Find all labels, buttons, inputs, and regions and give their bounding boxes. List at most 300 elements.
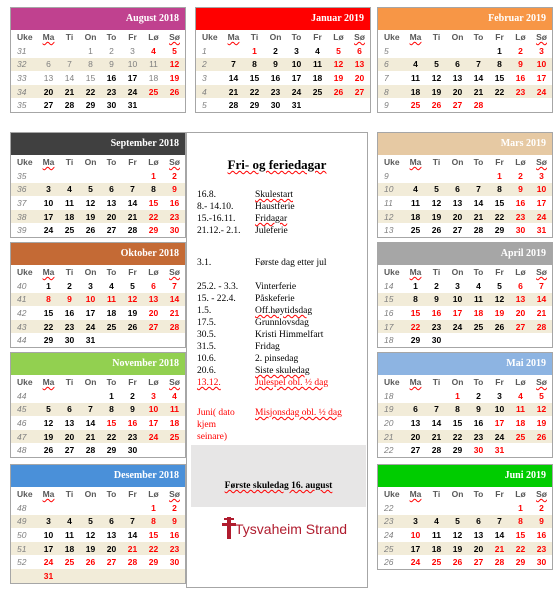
day-cell: 21 [468,210,489,224]
day-cell: 26 [85,557,96,568]
day-cell: 5 [172,45,177,56]
week-row [11,210,185,224]
day-cell: 1 [46,280,51,291]
day-header: To [106,489,117,499]
week-row [378,528,552,542]
week-number: 5 [202,100,207,111]
month-calendar-jun2019 [377,464,553,570]
day-cell: 2 [109,45,114,56]
week-row [196,44,370,58]
day-cell: 23 [164,542,185,556]
month-calendar-aug2018 [10,7,186,113]
day-header: To [473,489,484,499]
day-cell: 6 [518,280,523,291]
day-cell: 18 [106,307,117,318]
week-row [378,71,552,85]
day-header: On [84,489,97,499]
day-header: Ti [65,157,74,167]
day-cell [510,443,531,457]
day-cell: 2 [130,390,135,401]
day-cell: 9 [265,58,286,72]
day-cell: 4 [315,45,320,56]
day-cell: 16 [127,417,138,428]
day-header: Uke [384,267,400,277]
day-cell: 9 [122,403,143,417]
day-cell: 7 [426,403,447,417]
day-cell: 20 [38,85,59,99]
month-header: Oktober 2018 [11,243,185,265]
day-cell [349,98,370,112]
day-cell: 13 [349,58,370,72]
day-cell: 17 [536,197,547,208]
day-cell: 16 [515,72,526,83]
day-cell: 15 [494,72,505,83]
day-cell: 30 [106,100,117,111]
week-number: 48 [17,502,27,513]
day-cell [59,569,80,583]
week-number: 22 [384,502,394,513]
day-cell: 2 [172,170,177,181]
day-cell: 9 [468,403,489,417]
day-cell: 20 [148,307,159,318]
week-number: 12 [378,210,405,224]
week-number: 39 [17,225,27,236]
day-cell: 19 [80,542,101,556]
day-cell: 27 [143,320,164,334]
day-header: Fr [495,267,504,277]
day-cell: 6 [101,183,122,197]
day-cell: 12 [164,58,185,72]
day-cell: 18 [312,72,323,83]
day-cell: 8 [143,183,164,197]
week-row [11,443,185,457]
week-row [378,416,552,430]
day-cell: 18 [59,210,80,224]
day-cell: 22 [38,320,59,334]
day-header: Ma [42,32,55,42]
day-header: On [451,489,464,499]
day-cell: 24 [143,430,164,444]
day-cell: 27 [349,85,370,99]
month-table [378,30,552,112]
day-header: To [473,32,484,42]
day-cell: 24 [410,557,421,568]
month-table [196,30,370,112]
week-number: 2 [196,58,223,72]
week-number: 41 [11,293,38,307]
day-header: On [269,32,282,42]
day-cell [426,169,447,183]
day-cell: 24 [122,85,143,99]
day-cell: 31 [38,569,59,583]
day-cell [489,98,510,112]
day-cell: 22 [447,430,468,444]
day-header: Fr [495,489,504,499]
day-cell: 28 [64,100,75,111]
week-number: 9 [384,170,389,181]
day-cell [510,333,531,347]
day-cell: 4 [59,183,80,197]
day-cell: 26 [531,430,552,444]
day-cell: 22 [510,542,531,556]
day-cell [426,501,447,515]
month-calendar-nov2018 [10,352,186,458]
day-cell: 9 [510,58,531,72]
day-cell: 19 [38,430,59,444]
day-cell: 17 [38,210,59,224]
day-cell: 28 [228,100,239,111]
day-cell: 29 [249,100,260,111]
day-cell: 7 [122,515,143,529]
day-cell: 10 [80,293,101,307]
day-cell: 17 [452,307,463,318]
week-number: 22 [384,445,394,456]
day-cell: 11 [164,403,185,417]
day-cell: 23 [510,85,531,99]
day-header: On [84,32,97,42]
day-cell: 19 [127,307,138,318]
day-cell: 5 [80,183,101,197]
week-row [11,528,185,542]
day-cell: 6 [59,403,80,417]
day-cell: 1 [151,170,156,181]
day-cell: 18 [473,307,484,318]
day-cell: 11 [411,197,420,208]
day-cell: 2 [67,280,72,291]
day-cell: 9 [101,58,122,72]
day-cell: 25 [143,85,164,99]
day-cell: 31 [291,100,302,111]
day-cell: 5 [426,58,447,72]
day-header: Sø [536,377,547,387]
day-cell: 30 [169,557,180,568]
day-cell: 22 [244,85,265,99]
day-header: Ti [65,377,74,387]
day-header: Ti [250,32,259,42]
week-number: 47 [11,430,38,444]
month-header: Desember 2018 [11,465,185,487]
day-header: Fr [128,377,137,387]
day-cell: 29 [106,445,117,456]
day-cell: 15 [106,417,117,428]
week-number: 48 [17,445,27,456]
day-cell [101,569,122,583]
day-cell: 7 [59,58,80,72]
day-cell: 4 [405,58,426,72]
day-cell: 16 [169,529,180,540]
day-cell: 12 [328,58,349,72]
month-table [378,375,552,457]
day-cell: 22 [101,430,122,444]
day-header: To [291,32,302,42]
day-header: Ti [432,489,441,499]
week-row [378,58,552,72]
week-row [11,71,185,85]
logo-text: Tysvaheim Strand [235,521,348,537]
day-header: Ma [42,157,55,167]
week-row [11,58,185,72]
day-cell [38,389,59,403]
day-cell: 20 [101,210,122,224]
week-row [11,555,185,569]
day-header: Sø [169,267,180,277]
day-header: Sø [354,32,365,42]
day-cell: 17 [148,417,159,428]
day-cell [122,169,143,183]
day-cell: 24 [43,557,54,568]
day-cell [510,98,531,112]
week-row [11,169,185,183]
day-cell: 3 [88,280,93,291]
day-header: Fr [495,377,504,387]
day-cell: 4 [405,183,426,197]
week-number: 7 [384,72,389,83]
day-header: Fr [128,267,137,277]
month-calendar-mai2019 [377,352,553,458]
day-cell: 23 [510,210,531,224]
day-cell: 10 [143,403,164,417]
week-number: 17 [378,320,405,334]
day-header: Uke [17,267,33,277]
day-cell: 16 [270,72,281,83]
week-row [378,44,552,58]
week-row [378,169,552,183]
month-table [11,487,185,583]
day-cell [59,501,80,515]
day-cell [328,98,349,112]
day-cell: 18 [148,72,159,83]
day-cell: 30 [473,445,484,456]
first-school-day-note: Første skuledag 16. august [191,445,366,507]
day-cell: 24 [43,225,54,236]
month-table [11,30,185,112]
day-cell: 6 [468,515,489,529]
day-header: Ma [227,32,240,42]
week-number: 38 [11,210,38,224]
month-calendar-okt2018 [10,242,186,348]
week-number: 32 [11,58,38,72]
day-cell [405,501,426,515]
week-number: 45 [11,403,38,417]
day-cell: 26 [489,320,510,334]
day-header-row [378,487,552,501]
day-cell: 2 [273,45,278,56]
day-header: Lø [515,32,526,42]
week-number: 25 [378,542,405,556]
day-header: Sø [169,157,180,167]
day-cell: 25 [468,320,489,334]
day-cell: 24 [531,210,552,224]
day-cell: 24 [286,85,307,99]
day-cell: 17 [405,542,426,556]
day-cell: 18 [169,417,180,428]
day-cell: 18 [405,210,426,224]
day-cell: 21 [169,307,180,318]
day-cell [426,44,447,58]
day-cell: 11 [307,58,328,72]
day-header: Sø [169,32,180,42]
day-cell: 8 [244,58,265,72]
day-cell: 8 [489,58,510,72]
day-cell [531,333,552,347]
week-row [11,416,185,430]
week-number: 9 [384,100,389,111]
day-cell: 19 [80,210,101,224]
week-row [378,515,552,529]
week-number: 3 [202,72,207,83]
day-cell [223,44,244,58]
day-cell: 12 [122,293,143,307]
week-number: 35 [17,170,27,181]
day-cell: 23 [265,85,286,99]
week-number: 37 [17,197,27,208]
day-header: Sø [169,377,180,387]
day-cell: 3 [38,515,59,529]
day-header-row [11,155,185,169]
day-cell: 15 [249,72,260,83]
day-cell: 13 [106,197,117,208]
day-header: Ma [409,267,422,277]
day-header: Uke [202,32,218,42]
day-cell: 10 [286,58,307,72]
day-cell: 25 [510,430,531,444]
day-cell [531,443,552,457]
day-cell [101,501,122,515]
day-cell: 19 [426,85,447,99]
week-number: 11 [384,197,393,208]
day-cell: 11 [510,403,531,417]
day-header: Ma [42,267,55,277]
week-row [11,223,185,237]
day-header: Fr [128,489,137,499]
day-cell: 9 [164,183,185,197]
day-cell: 16 [515,197,526,208]
week-row [11,320,185,334]
day-cell: 24 [489,430,510,444]
day-cell: 10 [531,58,552,72]
day-cell [38,169,59,183]
day-cell: 30 [64,335,75,346]
week-row [378,542,552,556]
week-number: 33 [17,72,27,83]
day-cell: 27 [106,557,117,568]
week-row [11,333,185,347]
day-cell [164,333,185,347]
day-cell: 27 [106,225,117,236]
day-cell [59,169,80,183]
day-cell: 8 [510,515,531,529]
day-cell: 13 [106,529,117,540]
week-number [11,569,38,583]
day-cell: 21 [80,430,101,444]
day-cell [80,569,101,583]
day-cell: 13 [473,529,484,540]
day-cell: 16 [169,197,180,208]
day-cell: 28 [473,100,484,111]
day-cell: 11 [411,72,420,83]
day-cell: 23 [122,430,143,444]
week-row [378,320,552,334]
day-cell: 20 [515,307,526,318]
day-cell: 30 [270,100,281,111]
week-number: 51 [11,542,38,556]
day-cell [307,98,328,112]
week-row [378,501,552,515]
day-cell [101,333,122,347]
day-header: Ti [432,157,441,167]
day-cell: 25 [410,100,421,111]
day-cell: 11 [432,529,441,540]
day-cell: 26 [85,225,96,236]
day-header: To [473,267,484,277]
day-cell [59,44,80,58]
day-header: Uke [384,377,400,387]
day-header: On [451,267,464,277]
day-cell: 17 [536,72,547,83]
day-cell: 23 [531,542,552,556]
day-cell: 18 [515,417,526,428]
day-cell: 16 [64,307,75,318]
day-cell: 3 [539,45,544,56]
day-cell: 14 [127,529,138,540]
day-cell: 4 [476,280,481,291]
day-cell: 14 [473,197,484,208]
day-cell [468,169,489,183]
day-cell: 20 [447,210,468,224]
day-cell: 5 [447,515,468,529]
day-cell: 20 [354,72,365,83]
day-cell: 5 [336,45,341,56]
day-cell: 12 [489,293,510,307]
day-cell: 8 [101,403,122,417]
day-cell: 25 [164,430,185,444]
month-header: April 2019 [378,243,552,265]
day-header-row [11,30,185,44]
holiday-title: Fri- og feriedagar [227,157,327,172]
day-header: On [84,377,97,387]
day-cell [468,44,489,58]
day-cell: 29 [410,335,421,346]
day-header: To [473,157,484,167]
day-header-row [11,375,185,389]
day-cell [80,501,101,515]
day-cell: 12 [431,72,442,83]
day-header: Ti [65,32,74,42]
day-cell: 15 [494,197,505,208]
day-cell: 20 [468,542,489,556]
day-cell [447,333,468,347]
day-cell [143,98,164,112]
day-header: Fr [495,157,504,167]
day-cell: 25 [64,557,75,568]
day-cell: 13 [143,293,164,307]
day-cell: 26 [431,100,442,111]
week-number: 21 [378,430,405,444]
day-cell: 24 [447,320,468,334]
day-cell: 3 [151,390,156,401]
week-number: 1 [202,45,207,56]
day-cell: 28 [473,225,484,236]
day-cell: 12 [531,403,552,417]
day-cell: 5 [130,280,135,291]
day-cell: 4 [59,515,80,529]
month-header: August 2018 [11,8,185,30]
day-header: Uke [384,489,400,499]
week-row [378,293,552,307]
day-cell: 2 [539,502,544,513]
day-header: Lø [148,377,159,387]
day-cell: 23 [164,210,185,224]
